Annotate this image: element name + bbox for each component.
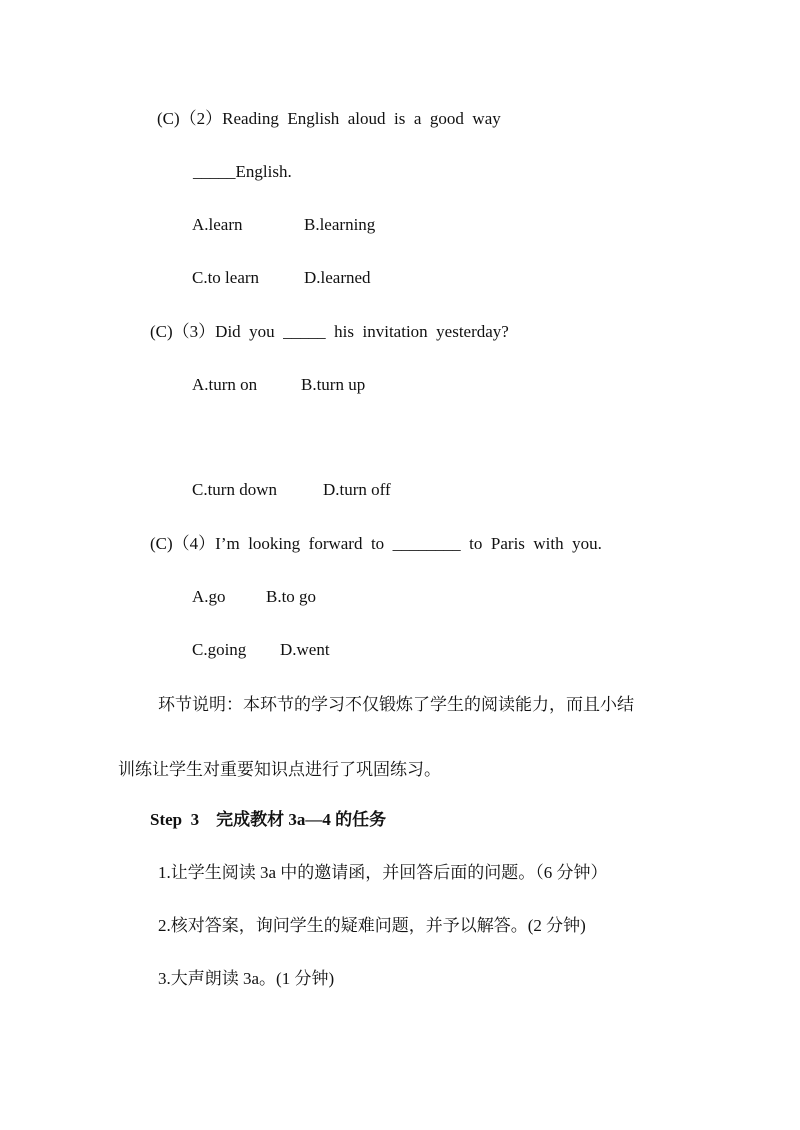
question-3-option-c: C.turn down: [192, 480, 277, 499]
step-3-item-3: 3.大声朗读 3a。(1 分钟): [158, 969, 335, 988]
question-2-option-b: B.learning: [304, 215, 376, 234]
question-3-option-b: B.turn up: [301, 375, 366, 394]
question-4-stem: (C)（4）I’m looking forward to ________ to Paris with you.: [150, 534, 602, 553]
section-note-line-1: 环节说明：本环节的学习不仅锻炼了学生的阅读能力，而且小结: [158, 695, 634, 714]
question-3-option-d: D.turn off: [323, 480, 391, 499]
step-3-item-1: 1.让学生阅读 3a 中的邀请函，并回答后面的问题。（6 分钟）: [158, 863, 608, 882]
question-4-option-a: A.go: [192, 587, 226, 606]
question-2-option-c: C.to learn: [192, 268, 260, 287]
question-4-option-b: B.to go: [266, 587, 317, 606]
step-3-item-2: 2.核对答案，询问学生的疑难问题，并予以解答。(2 分钟): [158, 916, 586, 935]
question-4-option-c: C.going: [192, 640, 247, 659]
question-3-stem: (C)（3）Did you _____ his invitation yesterday?: [150, 322, 509, 341]
question-2-option-d: D.learned: [304, 268, 371, 287]
step-3-heading: Step 3 完成教材 3a—4 的任务: [150, 810, 387, 829]
question-3-option-a: A.turn on: [192, 375, 258, 394]
section-note-line-2: 训练让学生对重要知识点进行了巩固练习。: [118, 760, 441, 779]
question-2-stem: (C)（2）Reading English aloud is a good way: [157, 109, 501, 128]
question-2-stem-continued: _____English.: [193, 162, 292, 181]
question-2-option-a: A.learn: [192, 215, 243, 234]
question-4-option-d: D.went: [280, 640, 330, 659]
